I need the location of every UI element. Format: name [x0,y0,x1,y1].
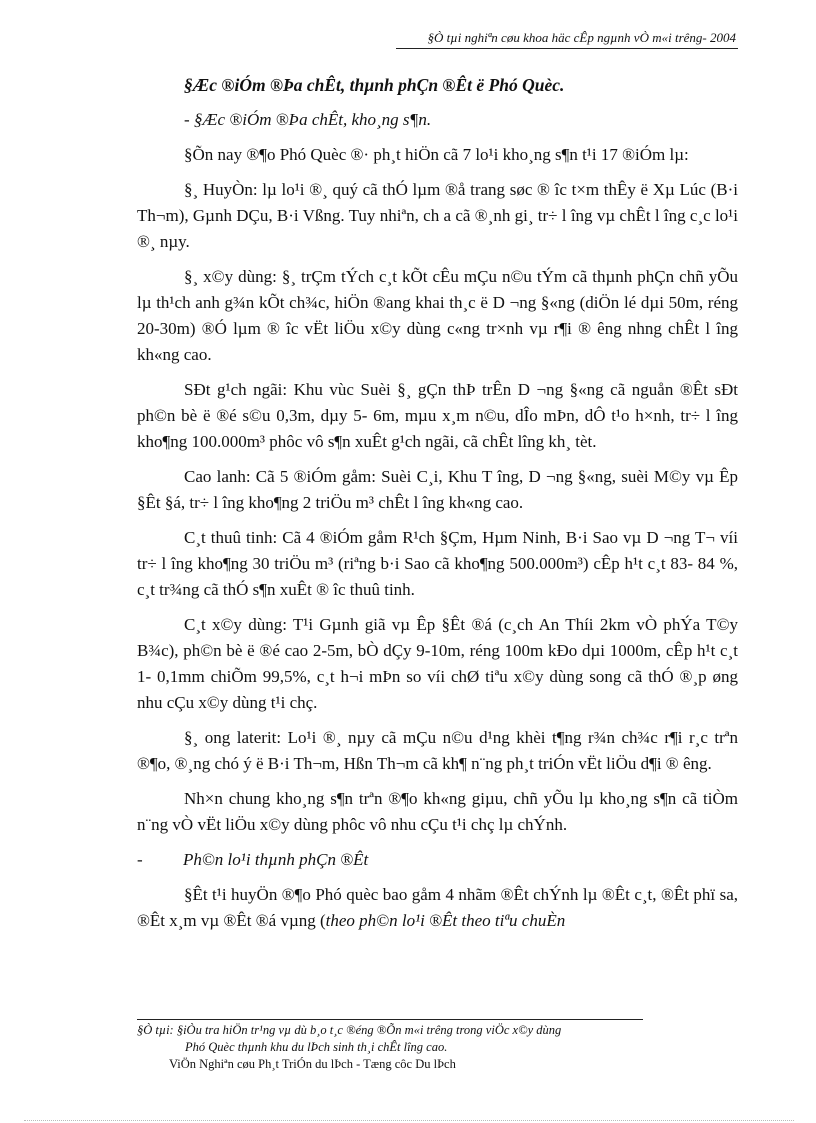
paragraph: Nh×n chung kho¸ng s¶n trªn ®¶o kh«ng giµu, chñ yÕu lµ kho¸ng s¶n cã tiÒm n¨ng vÒ vËt liÖu x©y dùng phôc vô nhu cÇu t¹i chç lµ chÝnh. [137,789,738,834]
paragraph: C¸t thuû tinh: Cã 4 ®iÓm gåm R¹ch §Çm, Hµm Ninh, B·i Sao vµ D ¬ng T¬ víi tr÷ l îng kho¶ng 30 triÖu m³ (riªng b·i Sao cã kho¶ng 500.000m³) cÊp h¹t c¸t 83- 84 %, c¸t tr¾ng cã thÓ s¶n xuÊt ® îc thuû tinh. [137,528,738,599]
list-item [137,847,738,873]
paragraph: Cao lanh: Cã 5 ®iÓm gåm: Suèi C¸i, Khu T îng, D ¬ng §«ng, suèi M©y vµ Êp §Êt §á, tr÷ l îng kho¶ng 2 triÖu m³ chÊt l îng kh«ng cao. [137,467,738,512]
list-dash: - [137,850,143,869]
paragraph-last [137,882,738,934]
list-item-text: Ph©n lo¹i thµnh phÇn ®Êt [183,850,369,869]
paragraph: §¸ x©y dùng: §¸ trÇm tÝch c¸t kÕt cÊu mÇu n©u tÝm cã thµnh phÇn chñ yÕu lµ th¹ch anh g¾n kÕt ch¾c, hiÖn ®ang khai th¸c ë D ¬ng §«ng (diÖn lé dµi 50m, réng 20-30m) ®Ó lµm ® îc vËt liÖu x©y dùng c«ng tr×nh vµ r¶i ® êng nhng chÊt l îng kh«ng cao. [137,267,738,364]
footer [137,1022,737,1073]
paragraph-last-italic: theo ph©n lo¹i ®Êt theo tiªu chuÈn [325,911,566,930]
footer-line-2: Phó Quèc thµnh khu du lÞch sinh th¸i chÊt lîng cao. [185,1040,448,1054]
paragraph: C¸t x©y dùng: T¹i Gµnh giã vµ Êp §Êt ®á (c¸ch An Thíi 2km vÒ phÝa T©y B¾c), ph©n bè ë ®é cao 2-5m, bÒ dÇy 9-10m, réng 100m kÐo dµi 1000m, cÊp h¹t c¸t 1- 0,1mm chiÕm 99,5%, c¸t h¬i mÞn so víi chØ tiªu x©y dùng song cã thÓ ®¸p øng nhu cÇu x©y dùng t¹i chç. [137,615,738,712]
section-subtitle: - §Æc ®iÓm ®Þa chÊt, kho¸ng s¶n. [184,110,432,129]
paragraph-last-text: §Êt t¹i huyÖn ®¶o Phó quèc bao gåm 4 nhãm ®Êt chÝnh lµ ®Êt c¸t, ®Êt phï sa, ®Êt x¸m vµ ®Êt ®á vµng ( [137,885,738,930]
header-rule [396,48,738,49]
running-header: §Ò tµi nghiªn cøu khoa häc cÊp ngµnh vÒ m«i trêng- 2004 [427,30,736,45]
paragraph: §¸ HuyÒn: lµ lo¹i ®¸ quý cã thÓ lµm ®å trang søc ® îc t×m thÊy ë Xµ Lúc (B·i Th¬m), Gµnh DÇu, B·i Vßng. Tuy nhiªn, ch a cã ®¸nh gi¸ tr÷ l îng vµ chÊt l îng c¸c lo¹i ®¸ nµy. [137,180,738,251]
paragraph: §¸ ong laterit: Lo¹i ®¸ nµy cã mÇu n©u d¹ng khèi t¶ng r¾n ch¾c r¶i r¸c trªn ®¶o, ®¸ng chó ý ë B·i Th¬m, Hßn Th¬m cã kh¶ n¨ng ph¸t triÓn vËt liÖu d¶i ® êng. [137,728,738,773]
footer-line-3: ViÖn Nghiªn cøu Ph¸t TriÓn du lÞch - Tæng côc Du lÞch [169,1057,456,1071]
page-bottom-divider [24,1120,794,1121]
footer-line-1: §Ò tµi: §iÒu tra hiÖn tr¹ng vµ dù b¸o t¸c ®éng ®Õn m«i trêng trong viÖc x©y dùng [137,1023,562,1037]
paragraph: §Õn nay ®¶o Phó Quèc ®· ph¸t hiÖn cã 7 lo¹i kho¸ng s¶n t¹i 17 ®iÓm lµ: [184,145,689,164]
document-body [137,72,738,943]
paragraph: SÐt g¹ch ngãi: Khu vùc Suèi §¸ gÇn thÞ trÊn D ¬ng §«ng cã nguån ®Êt sÐt ph©n bè ë ®é s©u 0,3m, dµy 5- 6m, mµu x¸m n©u, dÎo mÞn, dÔ t¹o h×nh, tr÷ l îng kho¶ng 100.000m³ phôc vô s¶n xuÊt g¹ch ngãi, cã chÊt lîng kh¸ tèt. [137,380,738,451]
footer-rule [137,1019,643,1020]
section-title: §Æc ®iÓm ®Þa chÊt, thµnh phÇn ®Êt ë Phó Quèc. [184,75,565,95]
